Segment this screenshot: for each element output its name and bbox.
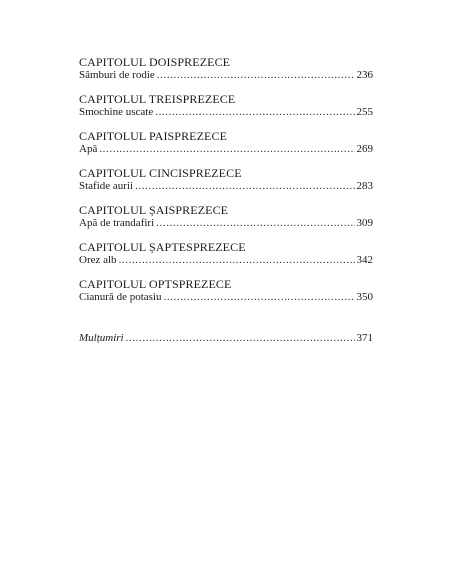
toc-chapter-18 — [79, 278, 373, 304]
chapter-title: Cianură de potasiu — [79, 291, 162, 303]
chapter-title: Orez alb — [79, 254, 117, 266]
toc-entry — [79, 217, 373, 230]
toc-chapter-17 — [79, 241, 373, 267]
chapter-heading: CAPITOLUL ȘAISPREZECE — [79, 203, 229, 217]
chapter-title: Apă — [79, 143, 98, 155]
chapter-title: Apă de trandafiri — [79, 217, 155, 229]
chapter-heading: CAPITOLUL OPTSPREZECE — [79, 277, 232, 291]
chapter-heading: CAPITOLUL PAISPREZECE — [79, 129, 228, 143]
toc-chapter-12 — [79, 56, 373, 82]
toc-chapter-14 — [79, 130, 373, 156]
chapter-heading: CAPITOLUL DOISPREZECE — [79, 55, 231, 69]
page-number: 269 — [356, 143, 373, 155]
toc-entry — [79, 106, 373, 119]
chapter-title: Smochine uscate — [79, 106, 154, 118]
toc-entry — [79, 143, 373, 156]
chapter-title: Sâmburi de rodie — [79, 69, 155, 81]
dot-leader — [157, 69, 355, 82]
dot-leader — [119, 254, 355, 267]
dot-leader — [155, 106, 354, 119]
toc-entry — [79, 291, 373, 304]
chapter-heading: CAPITOLUL CINCISPREZECE — [79, 166, 242, 180]
table-of-contents — [79, 56, 373, 345]
page-number: 236 — [356, 69, 373, 81]
chapter-heading: CAPITOLUL TREISPREZECE — [79, 92, 236, 106]
page-number: 350 — [356, 291, 373, 303]
acknowledgements-title: Mulțumiri — [79, 332, 124, 344]
dot-leader — [99, 143, 354, 156]
page-number: 255 — [356, 106, 373, 118]
toc-chapter-15 — [79, 167, 373, 193]
chapter-title: Stafide aurii — [79, 180, 134, 192]
toc-entry — [79, 69, 373, 82]
section-spacer — [79, 315, 373, 332]
toc-entry — [79, 180, 373, 193]
dot-leader — [126, 332, 355, 345]
page-number: 342 — [356, 254, 373, 266]
page-number: 309 — [356, 217, 373, 229]
page-number: 283 — [356, 180, 373, 192]
dot-leader — [135, 180, 354, 193]
dot-leader — [163, 291, 354, 304]
toc-chapter-16 — [79, 204, 373, 230]
toc-entry-acknowledgements — [79, 332, 373, 345]
toc-chapter-13 — [79, 93, 373, 119]
page-number: 371 — [356, 332, 373, 344]
chapter-heading: CAPITOLUL ȘAPTESPREZECE — [79, 240, 246, 254]
dot-leader — [156, 217, 354, 230]
toc-entry — [79, 254, 373, 267]
